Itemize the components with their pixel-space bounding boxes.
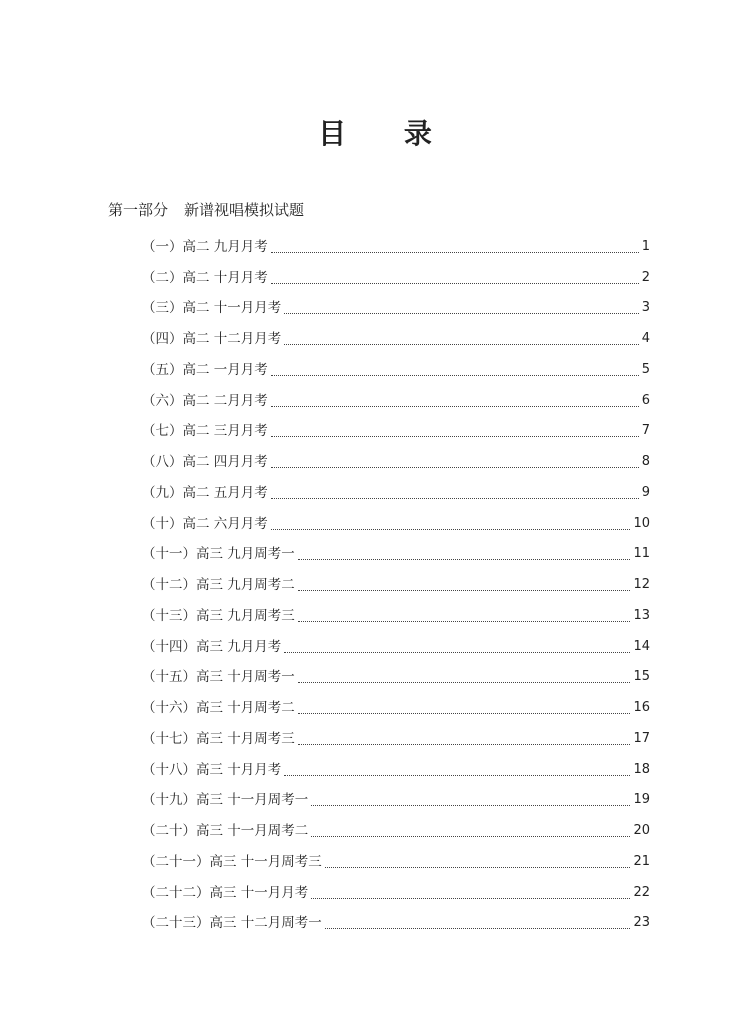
toc-entry-page-number: 15: [633, 669, 650, 685]
toc-entry[interactable]: [142, 474, 650, 505]
toc-entry-label: （九）高二 五月月考: [142, 484, 268, 501]
dot-leader: [311, 898, 630, 899]
dot-leader: [298, 682, 631, 683]
page-title: 目 录: [318, 117, 456, 150]
toc-entry-label: （十六）高三 十月周考二: [142, 700, 295, 716]
toc-entry-page-number: 2: [641, 269, 650, 285]
part-heading: [108, 198, 304, 222]
toc-entry[interactable]: [142, 443, 650, 474]
dot-leader: [311, 805, 630, 806]
toc-entry-label: （四）高二 十二月月考: [142, 331, 282, 347]
toc-entry-label: （六）高二 二月月考: [142, 392, 268, 409]
toc-entry-label: （二十二）高三 十一月月考: [142, 884, 309, 901]
toc-entry-label: （一）高二 九月月考: [142, 238, 268, 255]
toc-entry[interactable]: [142, 628, 650, 659]
toc-entry-label: （七）高二 三月月考: [142, 423, 268, 440]
toc-entry-page-number: 5: [641, 361, 650, 377]
toc-entry-label: （十）高二 六月月考: [142, 515, 268, 532]
toc-entry[interactable]: [142, 905, 650, 936]
dot-leader: [271, 498, 639, 499]
toc-list: [142, 228, 650, 935]
toc-entry[interactable]: [142, 536, 650, 567]
toc-entry[interactable]: [142, 689, 650, 720]
toc-entry-label: （二十）高三 十一月周考二: [142, 823, 309, 839]
dot-leader: [298, 621, 631, 622]
toc-entry-page-number: 11: [633, 546, 650, 562]
toc-entry-page-number: 13: [633, 607, 650, 623]
toc-entry-page-number: 17: [633, 730, 650, 746]
toc-entry-label: （八）高二 四月月考: [142, 454, 268, 470]
toc-entry[interactable]: [142, 320, 650, 351]
part-number: 第一部分: [108, 201, 169, 219]
toc-entry-label: （十四）高三 九月月考: [142, 638, 282, 655]
toc-entry-page-number: 9: [641, 484, 650, 500]
toc-entry[interactable]: [142, 874, 650, 905]
dot-leader: [298, 559, 631, 560]
toc-entry-label: （十五）高三 十月周考一: [142, 669, 295, 686]
toc-entry-page-number: 16: [633, 700, 650, 715]
toc-entry-label: （十二）高三 九月周考二: [142, 577, 295, 593]
toc-entry[interactable]: [142, 505, 650, 536]
toc-entry-page-number: 1: [641, 238, 650, 254]
toc-entry-label: （十三）高三 九月周考三: [142, 607, 295, 624]
toc-entry-page-number: 22: [633, 884, 650, 900]
toc-entry-page-number: 23: [633, 915, 650, 931]
dot-leader: [284, 775, 630, 776]
part-name: 新谱视唱模拟试题: [184, 201, 305, 219]
toc-entry-label: （十八）高三 十月月考: [142, 761, 282, 778]
toc-entry[interactable]: [142, 751, 650, 782]
toc-entry-page-number: 4: [641, 331, 650, 346]
toc-entry[interactable]: [142, 351, 650, 382]
dot-leader: [271, 283, 639, 284]
toc-entry[interactable]: [142, 659, 650, 690]
dot-leader: [284, 652, 630, 653]
dot-leader: [284, 313, 638, 314]
toc-entry[interactable]: [142, 290, 650, 321]
toc-entry[interactable]: [142, 566, 650, 597]
toc-entry-page-number: 18: [633, 761, 650, 777]
toc-entry-label: （十九）高三 十一月周考一: [142, 792, 309, 809]
dot-leader: [271, 467, 639, 468]
dot-leader: [325, 867, 631, 868]
dot-leader: [311, 836, 630, 837]
toc-entry-page-number: 19: [633, 792, 650, 808]
dot-leader: [325, 928, 631, 929]
toc-entry-page-number: 21: [633, 853, 650, 869]
toc-entry[interactable]: [142, 259, 650, 290]
toc-entry-label: （三）高二 十一月月考: [142, 300, 282, 317]
toc-entry[interactable]: [142, 228, 650, 259]
toc-entry-page-number: 6: [641, 392, 650, 408]
dot-leader: [298, 744, 631, 745]
toc-entry-page-number: 10: [633, 515, 650, 531]
toc-entry-label: （二十一）高三 十一月周考三: [142, 853, 322, 870]
toc-entry-page-number: 8: [641, 454, 650, 469]
toc-entry-page-number: 14: [633, 638, 650, 654]
dot-leader: [271, 375, 639, 376]
dot-leader: [271, 406, 639, 407]
toc-entry-page-number: 3: [641, 300, 650, 316]
toc-entry-label: （十一）高三 九月周考一: [142, 546, 295, 563]
dot-leader: [284, 344, 638, 345]
toc-entry[interactable]: [142, 597, 650, 628]
dot-leader: [271, 252, 639, 253]
toc-entry-label: （二）高二 十月月考: [142, 269, 268, 286]
toc-entry-label: （二十三）高三 十二月周考一: [142, 915, 322, 932]
toc-entry-label: （十七）高三 十月周考三: [142, 730, 295, 747]
toc-entry[interactable]: [142, 720, 650, 751]
toc-entry[interactable]: [142, 843, 650, 874]
toc-entry[interactable]: [142, 382, 650, 413]
toc-entry[interactable]: [142, 812, 650, 843]
dot-leader: [298, 590, 631, 591]
toc-entry[interactable]: [142, 413, 650, 444]
dot-leader: [298, 713, 631, 714]
dot-leader: [271, 529, 631, 530]
toc-entry-label: （五）高二 一月月考: [142, 361, 268, 378]
toc-entry-page-number: 7: [641, 423, 650, 439]
toc-entry[interactable]: [142, 782, 650, 813]
toc-entry-page-number: 12: [633, 577, 650, 592]
dot-leader: [271, 436, 639, 437]
toc-entry-page-number: 20: [633, 823, 650, 838]
